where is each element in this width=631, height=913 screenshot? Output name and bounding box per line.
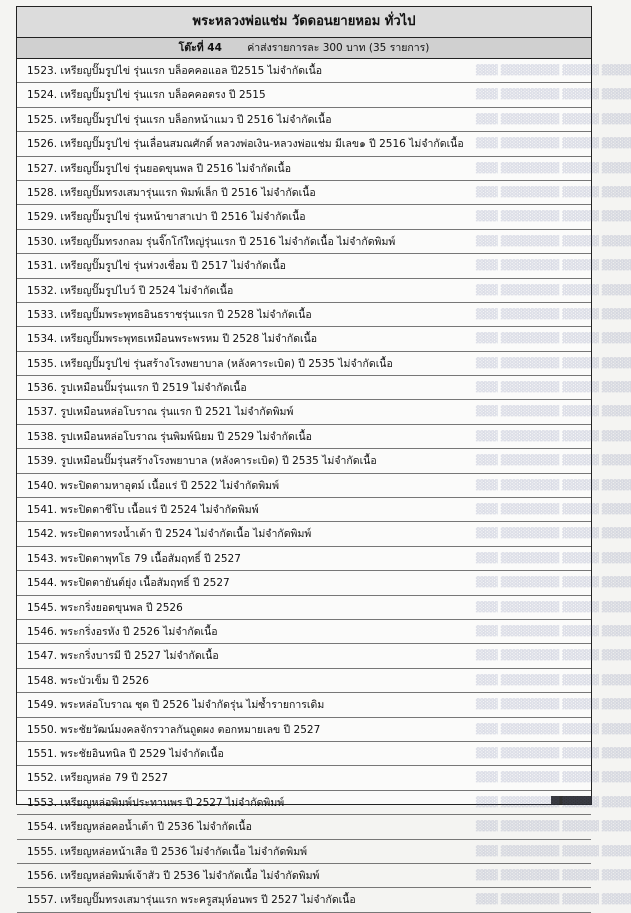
list-item-text: 1535. เหรียญปั๊มรูปไข่ รุ่นสร้างโรงพยาบาล (หลังคาระเบิด) ปี 2535 ไม่จำกัดเนื้อ — [27, 357, 393, 370]
list-item-text: 1525. เหรียญปั๊มรูปไข่ รุ่นแรก บล็อกหน้าแมว ปี 2516 ไม่จำกัดเนื้อ — [27, 113, 332, 126]
list-item-text: 1536. รูปเหมือนปั๊มรุ่นแรก ปี 2519 ไม่จำกัดเนื้อ — [27, 382, 247, 395]
list-item — [17, 547, 631, 571]
list-item — [17, 791, 631, 815]
show-through-text: ▓▓▓ ▓▓▓▓▓▓▓▓ ▓▓▓▓▓ ▓▓▓▓ — [475, 845, 631, 857]
list-item-text: 1543. พระปิดตาพุทโธ 79 เนื้อสัมฤทธิ์ ปี 2527 — [27, 552, 241, 565]
list-item — [17, 83, 631, 107]
show-through-text: ▓▓▓ ▓▓▓▓▓▓▓▓ ▓▓▓▓▓ ▓▓▓▓ — [475, 504, 631, 516]
list-item-text: 1524. เหรียญปั๊มรูปไข่ รุ่นแรก บล็อคคอตรง ปี 2515 — [27, 89, 266, 102]
list-item — [17, 864, 631, 888]
show-through-text: ▓▓▓ ▓▓▓▓▓▓▓▓ ▓▓▓▓▓ ▓▓▓▓ — [475, 260, 631, 272]
show-through-text: ▓▓▓ ▓▓▓▓▓▓▓▓ ▓▓▓▓▓ ▓▓▓▓ — [475, 235, 631, 247]
show-through-text: ▓▓▓ ▓▓▓▓▓▓▓▓ ▓▓▓▓▓ ▓▓▓▓ — [475, 772, 631, 784]
list-item-text: 1538. รูปเหมือนหล่อโบราณ รุ่นพิมพ์นิยม ปี 2529 ไม่จำกัดเนื้อ — [27, 430, 312, 443]
list-item — [17, 620, 631, 644]
show-through-text: ▓▓▓ ▓▓▓▓▓▓▓▓ ▓▓▓▓▓ ▓▓▓▓ — [475, 382, 631, 394]
list-item — [17, 279, 631, 303]
list-item — [17, 425, 631, 449]
list-item — [17, 888, 631, 912]
show-through-text: ▓▓▓ ▓▓▓▓▓▓▓▓ ▓▓▓▓▓ ▓▓▓▓ — [475, 821, 631, 833]
list-item-text: 1551. พระชัยอินทนิล ปี 2529 ไม่จำกัดเนื้อ — [27, 747, 224, 760]
list-item-text: 1526. เหรียญปั๊มรูปไข่ รุ่นเลื่อนสมณศักดิ์ หลวงพ่อเงิน-หลวงพ่อแช่ม มีเลข๑ ปี 2516 ไม่จำกัดเนื้อ — [27, 138, 464, 151]
list-item-text: 1537. รูปเหมือนหล่อโบราณ รุ่นแรก ปี 2521 ไม่จำกัดพิมพ์ — [27, 406, 294, 419]
list-item-text: 1541. พระปิดตาชีโบ เนื้อแร่ ปี 2524 ไม่จำกัดพิมพ์ — [27, 504, 259, 517]
show-through-text: ▓▓▓ ▓▓▓▓▓▓▓▓ ▓▓▓▓▓ ▓▓▓▓ — [475, 552, 631, 564]
list-item — [17, 522, 631, 546]
list-item-text: 1546. พระกริ่งอรหัง ปี 2526 ไม่จำกัดเนื้อ — [27, 625, 218, 638]
list-item — [17, 766, 631, 790]
list-item — [17, 303, 631, 327]
auction-sheet — [16, 6, 631, 907]
show-through-text: ▓▓▓ ▓▓▓▓▓▓▓▓ ▓▓▓▓▓ ▓▓▓▓ — [475, 625, 631, 637]
show-through-text: ▓▓▓ ▓▓▓▓▓▓▓▓ ▓▓▓▓▓ ▓▓▓▓ — [475, 308, 631, 320]
show-through-text: ▓▓▓ ▓▓▓▓▓▓▓▓ ▓▓▓▓▓ ▓▓▓▓ — [475, 479, 631, 491]
list-item — [17, 327, 631, 351]
table-number: โต๊ะที่ 44 — [178, 42, 222, 54]
list-item-text: 1547. พระกริ่งบารมี ปี 2527 ไม่จำกัดเนื้อ — [27, 650, 219, 663]
show-through-text: ▓▓▓ ▓▓▓▓▓▓▓▓ ▓▓▓▓▓ ▓▓▓▓ — [475, 333, 631, 345]
fee-text: ค่าส่งรายการละ 300 บาท (35 รายการ) — [247, 42, 430, 54]
show-through-text: ▓▓▓ ▓▓▓▓▓▓▓▓ ▓▓▓▓▓ ▓▓▓▓ — [475, 284, 631, 296]
show-through-text: ▓▓▓ ▓▓▓▓▓▓▓▓ ▓▓▓▓▓ ▓▓▓▓ — [475, 211, 631, 223]
list-item — [17, 718, 631, 742]
list-item-text: 1549. พระหล่อโบราณ ชุด ปี 2526 ไม่จำกัดรุ่น ไม่ซ้ำรายการเดิม — [27, 699, 325, 712]
list-item-text: 1529. เหรียญปั๊มรูปไข่ รุ่นหน้าขาสาเปา ปี 2516 ไม่จำกัดเนื้อ — [27, 211, 306, 224]
list-item-text: 1542. พระปิดตาทรงน้ำเต้า ปี 2524 ไม่จำกัดเนื้อ ไม่จำกัดพิมพ์ — [27, 528, 312, 541]
list-item-text: 1523. เหรียญปั๊มรูปไข่ รุ่นแรก บล็อคคอแอล ปี2515 ไม่จำกัดเนื้อ — [27, 65, 323, 77]
show-through-text: ▓▓▓ ▓▓▓▓▓▓▓▓ ▓▓▓▓▓ ▓▓▓▓ — [475, 113, 631, 125]
show-through-text: ▓▓▓ ▓▓▓▓▓▓▓▓ ▓▓▓▓▓ ▓▓▓▓ — [475, 650, 631, 662]
list-item-text: 1552. เหรียญหล่อ 79 ปี 2527 — [27, 772, 169, 785]
list-item-text: 1533. เหรียญปั๊มพระพุทธอินธราชรุ่นแรก ปี 2528 ไม่จำกัดเนื้อ — [27, 308, 312, 321]
list-item — [17, 644, 631, 668]
list-item — [17, 352, 631, 376]
sheet-title: พระหลวงพ่อแช่ม วัดดอนยายหอม ทั่วไป — [17, 7, 591, 38]
list-item — [17, 596, 631, 620]
list-item-text: 1540. พระปิดตามหาอุตม์ เนื้อแร่ ปี 2522 ไม่จำกัดพิมพ์ — [27, 479, 279, 492]
list-item-text: 1556. เหรียญหล่อพิมพ์เจ้าสัว ปี 2536 ไม่จำกัดเนื้อ ไม่จำกัดพิมพ์ — [27, 869, 320, 882]
list-item — [17, 498, 631, 522]
show-through-text: ▓▓▓ ▓▓▓▓▓▓▓▓ ▓▓▓▓▓ ▓▓▓▓ — [475, 747, 631, 759]
show-through-text: ▓▓▓ ▓▓▓▓▓▓▓▓ ▓▓▓▓▓ ▓▓▓▓ — [475, 186, 631, 198]
list-item — [17, 571, 631, 595]
list-item — [17, 840, 631, 864]
list-item — [17, 254, 631, 278]
list-item-text: 1534. เหรียญปั๊มพระพุทธเหมือนพระพรหม ปี 2528 ไม่จำกัดเนื้อ — [27, 333, 318, 346]
show-through-text: ▓▓▓ ▓▓▓▓▓▓▓▓ ▓▓▓▓▓ ▓▓▓▓ — [475, 869, 631, 881]
show-through-text: ▓▓▓ ▓▓▓▓▓▓▓▓ ▓▓▓▓▓ ▓▓▓▓ — [475, 577, 631, 589]
lot-info-bar — [17, 38, 591, 59]
list-item — [17, 815, 631, 839]
show-through-text: ▓▓▓ ▓▓▓▓▓▓▓▓ ▓▓▓▓▓ ▓▓▓▓ — [475, 406, 631, 418]
list-item-text: 1557. เหรียญปั๊มทรงเสมารุ่นแรก พระครูสมุห์อนพร ปี 2527 ไม่จำกัดเนื้อ — [27, 894, 356, 907]
list-item — [17, 400, 631, 424]
show-through-text: ▓▓▓ ▓▓▓▓▓▓▓▓ ▓▓▓▓▓ ▓▓▓▓ — [475, 528, 631, 540]
list-item-text: 1553. เหรียญหล่อพิมพ์ประทานพร ปี 2527 ไม่จำกัดพิมพ์ — [27, 796, 285, 809]
show-through-text: ▓▓▓ ▓▓▓▓▓▓▓▓ ▓▓▓▓▓ ▓▓▓▓ — [475, 430, 631, 442]
show-through-text: ▓▓▓ ▓▓▓▓▓▓▓▓ ▓▓▓▓▓ ▓▓▓▓ — [475, 796, 631, 808]
list-item — [17, 132, 631, 156]
show-through-text: ▓▓▓ ▓▓▓▓▓▓▓▓ ▓▓▓▓▓ ▓▓▓▓ — [475, 162, 631, 174]
list-item-text: 1530. เหรียญปั๊มทรงกลม รุ่นจิ๊กโก๋ใหญ่รุ่นแรก ปี 2516 ไม่จำกัดเนื้อ ไม่จำกัดพิมพ์ — [27, 235, 396, 248]
list-item — [17, 181, 631, 205]
list-item-text: 1545. พระกริ่งยอดขุนพล ปี 2526 — [27, 601, 183, 614]
list-item — [17, 205, 631, 229]
list-item-text: 1532. เหรียญปั๊มรูปไบว์ ปี 2524 ไม่จำกัดเนื้อ — [27, 284, 234, 297]
list-item-text: 1544. พระปิดตายันต์ยุ่ง เนื้อสัมฤทธิ์ ปี 2527 — [27, 577, 230, 590]
show-through-text: ▓▓▓ ▓▓▓▓▓▓▓▓ ▓▓▓▓▓ ▓▓▓▓ — [475, 723, 631, 735]
list-item-text: 1528. เหรียญปั๊มทรงเสมารุ่นแรก พิมพ์เล็ก ปี 2516 ไม่จำกัดเนื้อ — [27, 186, 316, 199]
show-through-text: ▓▓▓ ▓▓▓▓▓▓▓▓ ▓▓▓▓▓ ▓▓▓▓ — [475, 674, 631, 686]
show-through-text: ▓▓▓ ▓▓▓▓▓▓▓▓ ▓▓▓▓▓ ▓▓▓▓ — [475, 601, 631, 613]
show-through-text: ▓▓▓ ▓▓▓▓▓▓▓▓ ▓▓▓▓▓ ▓▓▓▓ — [475, 89, 631, 101]
list-item — [17, 157, 631, 181]
list-item — [17, 669, 631, 693]
show-through-text: ▓▓▓ ▓▓▓▓▓▓▓▓ ▓▓▓▓▓ ▓▓▓▓ — [475, 138, 631, 150]
list-item-text: 1539. รูปเหมือนปั๊มรุ่นสร้างโรงพยาบาล (หลังคาระเบิด) ปี 2535 ไม่จำกัดเนื้อ — [27, 455, 377, 468]
list-item — [17, 742, 631, 766]
show-through-text: ▓▓▓ ▓▓▓▓▓▓▓▓ ▓▓▓▓▓ ▓▓▓▓ — [475, 455, 631, 467]
list-item — [17, 59, 631, 83]
item-list — [17, 59, 631, 913]
list-item-text: 1555. เหรียญหล่อหน้าเสือ ปี 2536 ไม่จำกัดเนื้อ ไม่จำกัดพิมพ์ — [27, 845, 308, 858]
list-item-text: 1548. พระบัวเข็ม ปี 2526 — [27, 674, 149, 687]
list-item — [17, 230, 631, 254]
list-item-text: 1550. พระชัยวัฒน์มงคลจักรวาลกันถูดผง ตอกหมายเลข ปี 2527 — [27, 723, 321, 736]
list-item-text: 1531. เหรียญปั๊มรูปไข่ รุ่นห่วงเชื่อม ปี 2517 ไม่จำกัดเนื้อ — [27, 260, 286, 273]
list-item — [17, 693, 631, 717]
list-item — [17, 108, 631, 132]
show-through-text: ▓▓▓ ▓▓▓▓▓▓▓▓ ▓▓▓▓▓ ▓▓▓▓ — [475, 357, 631, 369]
show-through-text: ▓▓▓ ▓▓▓▓▓▓▓▓ ▓▓▓▓▓ ▓▓▓▓ — [475, 699, 631, 711]
show-through-text: ▓▓▓ ▓▓▓▓▓▓▓▓ ▓▓▓▓▓ ▓▓▓▓ — [475, 894, 631, 906]
list-item — [17, 376, 631, 400]
list-item — [17, 474, 631, 498]
show-through-text: ▓▓▓ ▓▓▓▓▓▓▓▓ ▓▓▓▓▓ ▓▓▓▓ — [475, 65, 631, 76]
list-item-text: 1554. เหรียญหล่อคอน้ำเต้า ปี 2536 ไม่จำกัดเนื้อ — [27, 821, 252, 834]
list-item — [17, 449, 631, 473]
list-item-text: 1527. เหรียญปั๊มรูปไข่ รุ่นยอดขุนพล ปี 2516 ไม่จำกัดเนื้อ — [27, 162, 292, 175]
